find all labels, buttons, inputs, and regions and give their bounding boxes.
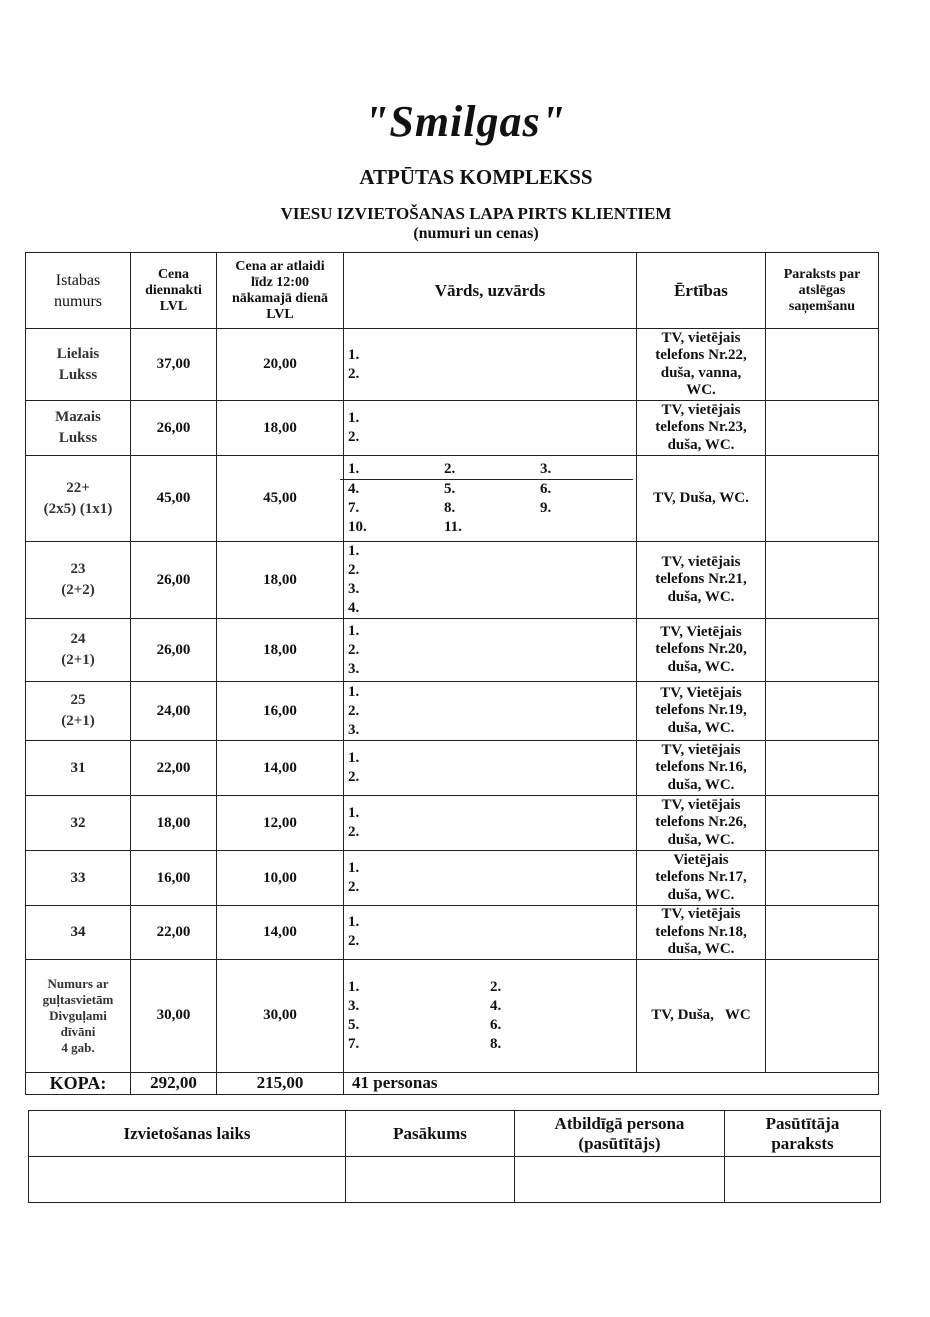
room-line: 31 bbox=[70, 759, 86, 776]
amenity-line: TV, Duša, WC bbox=[651, 1006, 751, 1023]
room-line: (2+1) bbox=[61, 713, 95, 729]
total-label: KOPA: bbox=[26, 1072, 131, 1094]
table-row bbox=[26, 796, 879, 851]
discount-cell: 14,00 bbox=[217, 741, 344, 796]
header-line: līdz 12:00 bbox=[251, 274, 309, 290]
col-header-event: Pasākums bbox=[346, 1111, 515, 1157]
amenities-cell bbox=[637, 906, 766, 960]
table-row bbox=[26, 959, 879, 1072]
room-line: (2+1) bbox=[61, 652, 95, 668]
table-row bbox=[26, 619, 879, 682]
amenity-line: duša, WC. bbox=[667, 658, 735, 675]
name-slot: 2. bbox=[348, 824, 360, 840]
signature-cell[interactable] bbox=[766, 851, 879, 906]
discount-cell: 18,00 bbox=[217, 619, 344, 682]
room-line: (2+2) bbox=[61, 582, 95, 598]
price-cell: 22,00 bbox=[131, 741, 217, 796]
room-line: 32 bbox=[70, 814, 86, 831]
amenity-line: telefons Nr.18, bbox=[655, 923, 747, 940]
name-slot: 2. bbox=[348, 641, 360, 658]
amenities-cell bbox=[637, 796, 766, 851]
table-row bbox=[26, 741, 879, 796]
name-slot: 3. bbox=[348, 660, 360, 677]
price-cell: 26,00 bbox=[131, 401, 217, 456]
name-slot: 3. bbox=[348, 721, 360, 738]
names-grid-row bbox=[348, 978, 632, 997]
amenities-cell bbox=[637, 542, 766, 619]
total-price: 292,00 bbox=[131, 1072, 217, 1094]
name-slot: 5. bbox=[348, 1016, 360, 1033]
signature-cell[interactable] bbox=[766, 959, 879, 1072]
amenity-line: telefons Nr.19, bbox=[655, 702, 747, 719]
name-slot: 1. bbox=[348, 978, 360, 995]
signature-cell[interactable] bbox=[766, 741, 879, 796]
signature-cell[interactable] bbox=[766, 456, 879, 542]
price-cell: 37,00 bbox=[131, 329, 217, 401]
name-slot: 4. bbox=[490, 997, 502, 1014]
room-line: 22+ bbox=[66, 479, 90, 496]
amenity-line: telefons Nr.22, bbox=[655, 347, 747, 363]
name-slot: 1. bbox=[348, 346, 360, 363]
names-grid-row bbox=[348, 499, 632, 518]
company-subtitle: ATPŪTAS KOMPLEKSS bbox=[359, 165, 593, 189]
room-cell bbox=[26, 682, 131, 741]
discount-cell: 18,00 bbox=[217, 401, 344, 456]
signature-cell[interactable] bbox=[766, 796, 879, 851]
names-cell[interactable] bbox=[344, 329, 637, 401]
amenity-line: TV, vietējais bbox=[661, 796, 741, 813]
name-slot: 3. bbox=[348, 581, 360, 597]
names-cell[interactable] bbox=[344, 741, 637, 796]
amenities-cell bbox=[637, 959, 766, 1072]
table-row bbox=[26, 851, 879, 906]
name-slot: 3. bbox=[540, 461, 552, 477]
name-slot: 4. bbox=[348, 600, 360, 616]
name-slot: 3. bbox=[348, 997, 360, 1014]
name-slot: 1. bbox=[348, 622, 360, 639]
room-line: Divguļami bbox=[49, 1007, 107, 1023]
amenity-line: TV, vietējais bbox=[661, 329, 741, 346]
names-grid-row bbox=[348, 1035, 632, 1054]
name-slot: 2. bbox=[444, 461, 456, 477]
signature-cell[interactable] bbox=[766, 682, 879, 741]
name-slot: 7. bbox=[348, 1035, 360, 1052]
total-persons: 41 personas bbox=[344, 1072, 879, 1094]
name-slot: 1. bbox=[348, 410, 360, 426]
names-grid-row bbox=[348, 1016, 632, 1035]
amenity-line: duša, WC. bbox=[667, 831, 735, 848]
responsible-person-field[interactable] bbox=[515, 1157, 725, 1203]
room-line: Lielais bbox=[56, 345, 100, 362]
discount-cell: 14,00 bbox=[217, 906, 344, 960]
room-line: Lukss bbox=[58, 430, 98, 446]
header-line: Atbildīgā persona bbox=[554, 1113, 685, 1133]
name-slot: 11. bbox=[444, 519, 462, 535]
name-slot: 1. bbox=[348, 914, 360, 931]
room-cell bbox=[26, 959, 131, 1072]
room-cell bbox=[26, 619, 131, 682]
table-row bbox=[26, 906, 879, 960]
discount-cell: 18,00 bbox=[217, 542, 344, 619]
name-slot: 2. bbox=[490, 978, 502, 995]
name-slot: 9. bbox=[540, 500, 552, 516]
amenity-line: telefons Nr.26, bbox=[655, 814, 747, 831]
customer-signature-field[interactable] bbox=[725, 1157, 881, 1203]
name-slot: 7. bbox=[348, 500, 360, 516]
footer-header-row bbox=[29, 1111, 881, 1157]
name-slot: 2. bbox=[348, 562, 360, 578]
signature-cell[interactable] bbox=[766, 619, 879, 682]
room-cell bbox=[26, 329, 131, 401]
amenities-cell bbox=[637, 456, 766, 542]
name-slot: 6. bbox=[540, 481, 552, 497]
total-row bbox=[26, 1072, 879, 1094]
room-cell bbox=[26, 906, 131, 960]
col-header-placement-time: Izvietošanas laiks bbox=[29, 1111, 346, 1157]
header-line: Cena ar atlaidi bbox=[235, 258, 325, 274]
room-line: 4 gab. bbox=[61, 1039, 95, 1055]
header-line: (pasūtītājs) bbox=[578, 1133, 661, 1153]
room-line: Mazais bbox=[55, 409, 101, 425]
name-slot: 1. bbox=[348, 860, 360, 876]
name-slot bbox=[540, 518, 620, 537]
document-title-main: VIESU IZVIETOŠANAS LAPA PIRTS KLIENTIEM bbox=[280, 204, 672, 223]
table-row bbox=[26, 401, 879, 456]
amenity-line: telefons Nr.20, bbox=[655, 641, 747, 658]
names-cell[interactable] bbox=[344, 401, 637, 456]
price-cell: 30,00 bbox=[131, 959, 217, 1072]
signature-cell[interactable] bbox=[766, 329, 879, 401]
name-slot: 8. bbox=[444, 500, 456, 516]
room-cell bbox=[26, 542, 131, 619]
names-cell[interactable] bbox=[344, 851, 637, 906]
discount-cell: 12,00 bbox=[217, 796, 344, 851]
amenity-line: duša, WC. bbox=[667, 886, 735, 903]
name-slot: 2. bbox=[348, 879, 360, 895]
price-cell: 18,00 bbox=[131, 796, 217, 851]
name-slot: 2. bbox=[348, 769, 360, 785]
amenities-cell bbox=[637, 619, 766, 682]
rooms-table bbox=[25, 252, 879, 1095]
header-line: nākamajā dienā bbox=[231, 290, 329, 306]
name-slot: 5. bbox=[444, 481, 456, 497]
name-slot: 6. bbox=[490, 1016, 502, 1033]
amenity-line: duša, WC. bbox=[667, 436, 735, 453]
room-line: Numurs ar bbox=[47, 975, 109, 991]
amenity-line: WC. bbox=[686, 382, 716, 398]
name-slot: 1. bbox=[348, 683, 360, 700]
header-line: saņemšanu bbox=[788, 298, 856, 314]
discount-cell: 16,00 bbox=[217, 682, 344, 741]
table-header-row bbox=[26, 253, 879, 329]
placement-time-field[interactable] bbox=[29, 1157, 346, 1203]
header-line: LVL bbox=[266, 306, 294, 322]
amenities-cell bbox=[637, 851, 766, 906]
header-line: numurs bbox=[54, 292, 102, 310]
name-slot: 4. bbox=[348, 481, 360, 497]
name-slot: 1. bbox=[348, 543, 360, 559]
col-header-customer-signature bbox=[725, 1111, 881, 1157]
name-slot: 1. bbox=[348, 750, 360, 766]
header-line: Pasūtītāja bbox=[765, 1113, 840, 1133]
document-title-sub: (numuri un cenas) bbox=[413, 225, 539, 242]
room-line: 34 bbox=[70, 923, 86, 940]
header-line: Paraksts par bbox=[783, 266, 861, 282]
amenity-line: duša, vanna, bbox=[660, 364, 742, 381]
names-grid-row bbox=[340, 479, 633, 499]
signature-cell[interactable] bbox=[766, 906, 879, 960]
room-line: 33 bbox=[70, 869, 86, 886]
names-grid-row bbox=[348, 460, 632, 479]
room-cell bbox=[26, 401, 131, 456]
price-cell: 45,00 bbox=[131, 456, 217, 542]
name-slot: 2. bbox=[348, 933, 360, 950]
header-line: diennakti bbox=[145, 282, 202, 298]
amenities-cell bbox=[637, 401, 766, 456]
table-row bbox=[26, 542, 879, 619]
room-line: dīvāni bbox=[60, 1023, 96, 1039]
table-row bbox=[26, 682, 879, 741]
room-line: guļtasvietām bbox=[42, 991, 114, 1007]
room-line: 23 bbox=[70, 561, 86, 577]
name-slot: 2. bbox=[348, 365, 360, 382]
room-cell bbox=[26, 741, 131, 796]
header-line: Istabas bbox=[55, 271, 101, 289]
signature-cell[interactable] bbox=[766, 401, 879, 456]
document-title bbox=[0, 204, 930, 244]
room-line: 25 bbox=[70, 692, 86, 708]
event-field[interactable] bbox=[346, 1157, 515, 1203]
amenity-line: TV, vietējais bbox=[661, 401, 741, 418]
table-row bbox=[26, 456, 879, 542]
names-cell[interactable] bbox=[344, 906, 637, 960]
header-line: atslēgas bbox=[798, 282, 846, 298]
amenity-line: TV, Duša, WC. bbox=[653, 489, 749, 506]
col-header-signature bbox=[766, 253, 879, 329]
header-line: Cena bbox=[157, 266, 190, 282]
room-line: 24 bbox=[70, 631, 86, 647]
amenities-cell bbox=[637, 329, 766, 401]
col-header-responsible bbox=[515, 1111, 725, 1157]
name-slot: 1. bbox=[348, 805, 360, 821]
price-cell: 26,00 bbox=[131, 619, 217, 682]
discount-cell: 30,00 bbox=[217, 959, 344, 1072]
amenity-line: telefons Nr.23, bbox=[655, 419, 747, 436]
col-header-names: Vārds, uzvārds bbox=[344, 253, 637, 329]
names-cell[interactable] bbox=[344, 619, 637, 682]
amenities-cell bbox=[637, 741, 766, 796]
names-cell[interactable] bbox=[344, 542, 637, 619]
amenity-line: telefons Nr.16, bbox=[655, 759, 747, 776]
amenity-line: TV, vietējais bbox=[661, 741, 741, 758]
amenity-line: Vietējais bbox=[673, 851, 729, 868]
name-slot: 2. bbox=[348, 702, 360, 719]
brand-logo: "Smilgas" bbox=[363, 97, 567, 146]
header-line: paraksts bbox=[771, 1133, 834, 1153]
amenity-line: TV, vietējais bbox=[661, 906, 741, 922]
name-slot: 8. bbox=[490, 1035, 502, 1052]
booking-info-table bbox=[28, 1110, 881, 1203]
names-grid-row bbox=[348, 518, 632, 537]
amenities-cell bbox=[637, 682, 766, 741]
names-cell[interactable] bbox=[344, 959, 637, 1072]
room-line: Lukss bbox=[58, 366, 98, 383]
amenity-line: duša, WC. bbox=[667, 941, 735, 957]
price-cell: 16,00 bbox=[131, 851, 217, 906]
room-cell bbox=[26, 796, 131, 851]
name-slot: 10. bbox=[348, 519, 367, 535]
col-header-room bbox=[26, 253, 131, 329]
header-line: LVL bbox=[159, 298, 188, 314]
amenity-line: TV, Vietējais bbox=[660, 684, 742, 701]
room-line: (2x5) (1x1) bbox=[43, 500, 113, 517]
names-grid-row bbox=[348, 997, 632, 1016]
discount-cell: 10,00 bbox=[217, 851, 344, 906]
amenity-line: TV, vietējais bbox=[661, 553, 741, 570]
col-header-discount bbox=[217, 253, 344, 329]
price-cell: 22,00 bbox=[131, 906, 217, 960]
amenity-line: telefons Nr.21, bbox=[655, 571, 747, 588]
amenity-line: duša, WC. bbox=[667, 776, 735, 793]
discount-cell: 20,00 bbox=[217, 329, 344, 401]
room-cell bbox=[26, 456, 131, 542]
total-discount: 215,00 bbox=[217, 1072, 344, 1094]
table-row bbox=[26, 329, 879, 401]
name-slot: 1. bbox=[348, 461, 360, 477]
discount-cell: 45,00 bbox=[217, 456, 344, 542]
names-cell[interactable] bbox=[344, 456, 637, 542]
footer-input-row bbox=[29, 1157, 881, 1203]
names-cell[interactable] bbox=[344, 682, 637, 741]
amenity-line: duša, WC. bbox=[667, 719, 735, 736]
amenity-line: duša, WC. bbox=[667, 588, 735, 605]
amenity-line: telefons Nr.17, bbox=[655, 869, 747, 886]
names-cell[interactable] bbox=[344, 796, 637, 851]
col-header-amenities: Ērtības bbox=[637, 253, 766, 329]
price-cell: 24,00 bbox=[131, 682, 217, 741]
name-slot: 2. bbox=[348, 429, 360, 445]
col-header-price bbox=[131, 253, 217, 329]
price-cell: 26,00 bbox=[131, 542, 217, 619]
room-cell bbox=[26, 851, 131, 906]
amenity-line: TV, Vietējais bbox=[660, 623, 742, 640]
signature-cell[interactable] bbox=[766, 542, 879, 619]
